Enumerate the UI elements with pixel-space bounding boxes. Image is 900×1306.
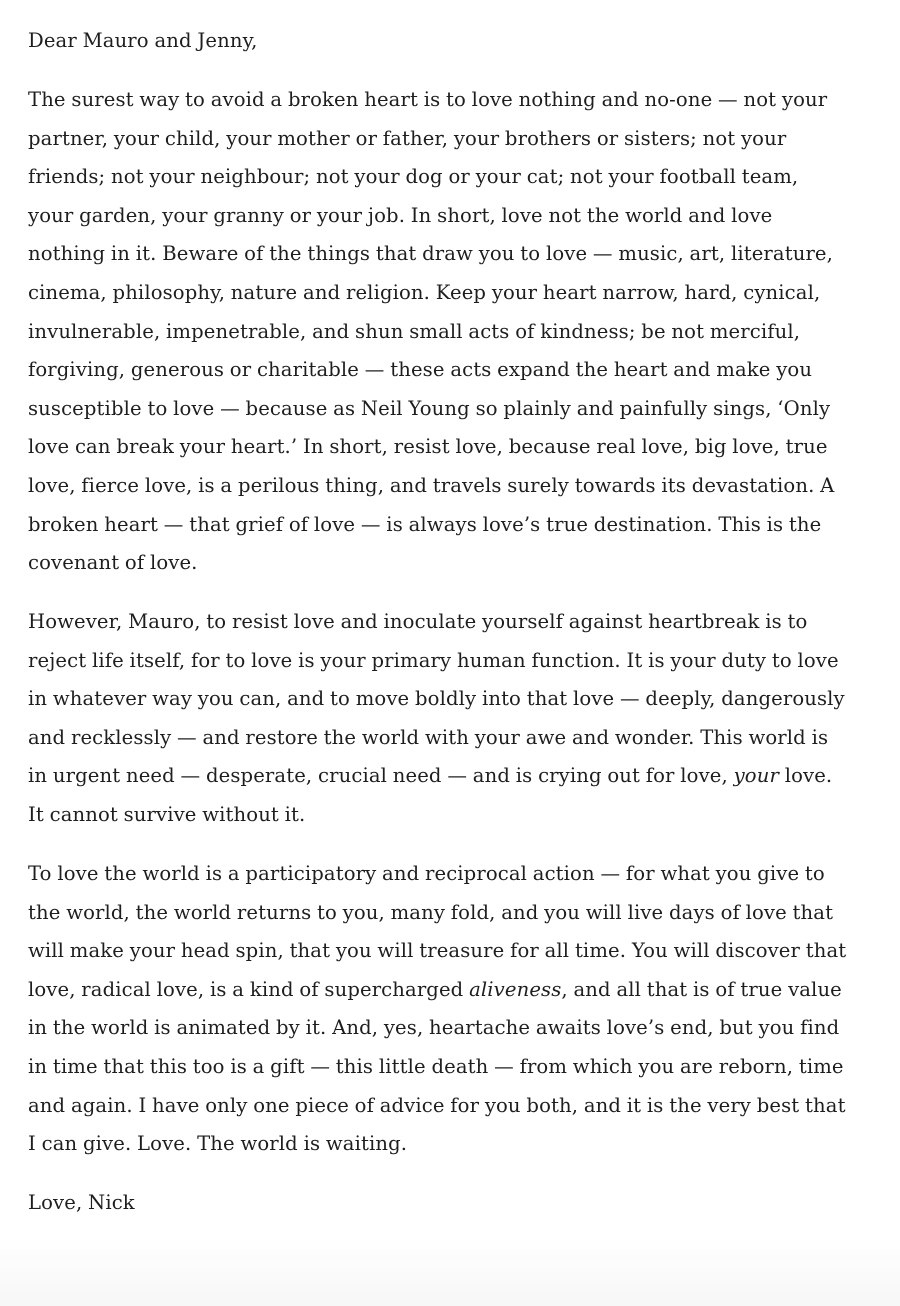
paragraph-3 (28, 855, 848, 1164)
paragraph-2-text-b: love. It cannot survive without it. (28, 764, 833, 827)
paragraph-1: The surest way to avoid a broken heart is to love nothing and no-one — not your partner, your child, your mother or father, your brothers or sisters; not your friends; not your neighbour; not your dog or your cat; not your football team, your garden, your granny or your job. In short, love not the world and love nothing in it. Beware of the things that draw you to love — music, art, literature, cinema, philosophy, nature and religion. Keep your heart narrow, hard, cynical, invulnerable, impenetrable, and shun small acts of kindness; be not merciful, forgiving, generous or charitable — these acts expand the heart and make you susceptible to love — because as Neil Young so plainly and painfully sings, ‘Only love can break your heart.’ In short, resist love, because real love, big love, true love, fierce love, is a perilous thing, and travels surely towards its devastation. A broken heart — that grief of love — is always love’s true destination. This is the covenant of love. (28, 87, 835, 575)
bottom-fade (0, 1236, 900, 1306)
paragraph-3-text-b: , and all that is of true value in the world is animated by it. And, yes, heartache awaits love’s end, but you find in time that this too is a gift — this little death — from which you are reborn, time and again. I have only one piece of advice for you both, and it is the very best that I can give. Love. The world is waiting. (28, 977, 846, 1156)
paragraph-3-emphasis: aliveness (469, 977, 562, 1001)
paragraph-2-text-a: However, Mauro, to resist love and inoculate yourself against heartbreak is to reject life itself, for to love is your primary human function. It is your duty to love in whatever way you can, and to move boldly into that love — deeply, dangerously and recklessly — and restore the world with your awe and wonder. This world is in urgent need — desperate, crucial need — and is crying out for love, (28, 610, 845, 788)
paragraph-2-emphasis: your (733, 764, 779, 788)
sign-off: Love, Nick (28, 1191, 135, 1215)
letter-body (28, 22, 848, 1243)
salutation: Dear Mauro and Jenny, (28, 29, 258, 52)
paragraph-2 (28, 603, 848, 835)
paragraph-3-text-a: To love the world is a participatory and reciprocal action — for what you give to the world, the world returns to you, many fold, and you will live days of love that will make your head spin, that you will treasure for all time. You will discover that love, radical love, is a kind of supercharged (28, 862, 847, 1001)
